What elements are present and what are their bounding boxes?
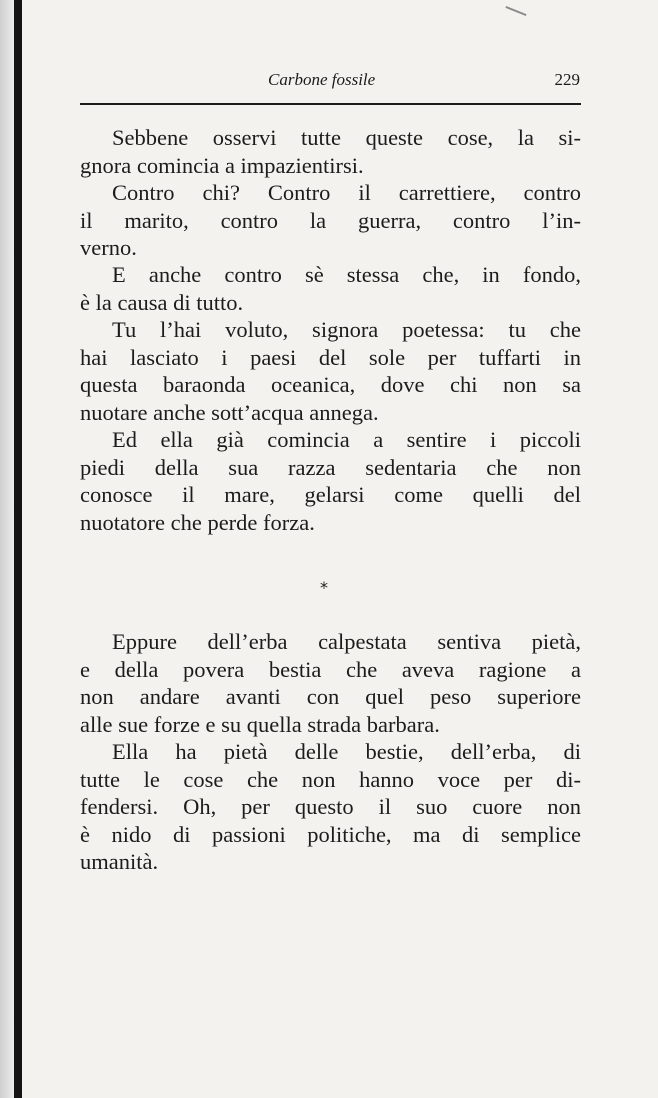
- paragraph-4: [80, 316, 581, 426]
- page-edge-shadow: [0, 0, 14, 1098]
- text-line: nuotare anche sott’acqua annega.: [80, 399, 379, 425]
- text-line: nuotatore che perde forza.: [80, 509, 315, 535]
- paragraph-6: [80, 628, 581, 738]
- text-line: Contro chi? Contro il carrettiere, contro: [112, 180, 581, 205]
- text-line: fendersi. Oh, per questo il suo cuore non: [80, 794, 581, 819]
- text-line: umanità.: [80, 849, 159, 874]
- text-line: è la causa di tutto.: [80, 289, 244, 315]
- corner-mark: [505, 6, 526, 16]
- text-line: hai lasciato i paesi del sole per tuffarti in: [80, 344, 581, 370]
- paragraph-2: [80, 179, 581, 262]
- text-line: Tu l’hai voluto, signora poetessa: tu che: [112, 317, 581, 342]
- paragraph-3: [80, 261, 581, 316]
- page-number: 229: [554, 70, 580, 89]
- paragraph-7: [80, 738, 581, 876]
- running-title: Carbone fossile: [268, 70, 376, 89]
- text-line: Sebbene osservi tutte queste cose, la si-: [112, 125, 581, 150]
- header-rule: [80, 103, 581, 105]
- page-header: [80, 70, 580, 96]
- paragraph-1: [80, 124, 581, 179]
- text-line: gnora comincia a impazientirsi.: [80, 152, 364, 178]
- section-separator: *: [320, 578, 328, 597]
- text-line: è nido di passioni politiche, ma di semplice: [80, 821, 581, 847]
- book-binding: [14, 0, 22, 1098]
- text-line: Ed ella già comincia a sentire i piccoli: [112, 427, 581, 452]
- text-line: non andare avanti con quel peso superiore: [80, 684, 581, 709]
- text-line: tutte le cose che non hanno voce per di-: [80, 766, 581, 792]
- text-line: questa baraonda oceanica, dove chi non sa: [80, 372, 581, 397]
- text-line: piedi della sua razza sedentaria che non: [80, 454, 581, 480]
- text-line: e della povera bestia che aveva ragione a: [80, 656, 581, 682]
- text-line: Eppure dell’erba calpestata sentiva pietà,: [112, 629, 581, 654]
- text-line: conosce il mare, gelarsi come quelli del: [80, 482, 581, 507]
- text-line: alle sue forze e su quella strada barbara.: [80, 711, 440, 737]
- text-line: E anche contro sè stessa che, in fondo,: [112, 262, 581, 287]
- text-line: verno.: [80, 235, 137, 260]
- text-line: Ella ha pietà delle bestie, dell’erba, di: [112, 739, 581, 764]
- paragraph-5: [80, 426, 581, 536]
- text-line: il marito, contro la guerra, contro l’in-: [80, 207, 581, 233]
